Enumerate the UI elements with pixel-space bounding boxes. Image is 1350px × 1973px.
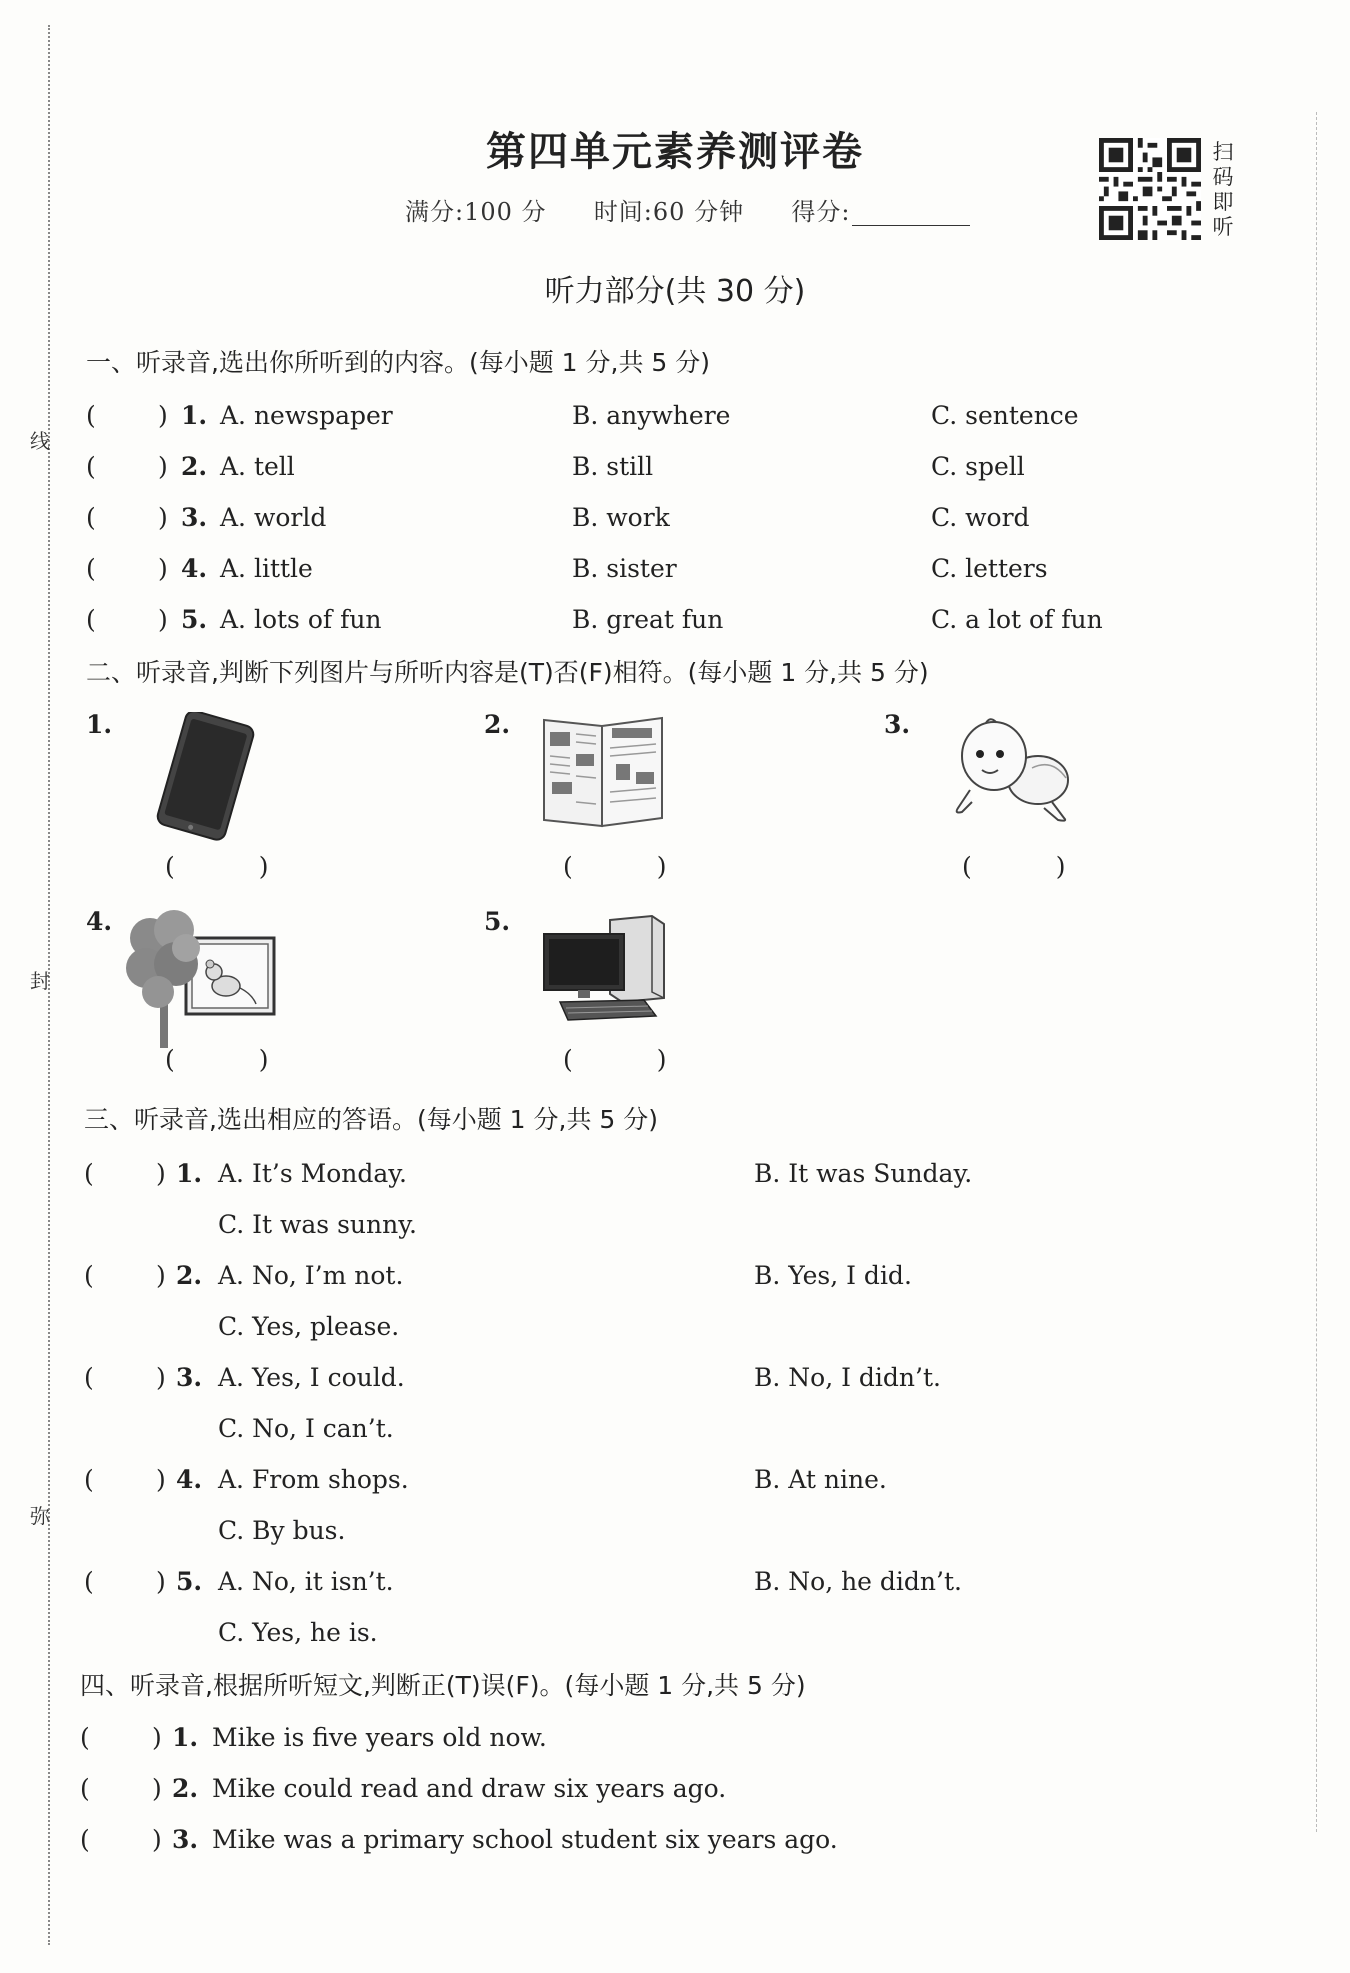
option-a: A. newspaper xyxy=(220,401,393,430)
answer-paren[interactable]: ( xyxy=(86,605,96,634)
picture-4-number: 4. xyxy=(86,907,113,936)
time-limit: 时间:60 分钟 xyxy=(593,198,745,226)
tablet-icon xyxy=(140,712,268,842)
option-b: B. sister xyxy=(572,554,677,583)
picture-3-answer[interactable]: ( ) xyxy=(962,852,1104,881)
answer-paren[interactable]: ( xyxy=(84,1363,94,1392)
s1-question-5: ( ) 5. A. lots of fun B. great fun C. a lot of fun xyxy=(86,602,1186,638)
statement: Mike could read and draw six years ago. xyxy=(212,1774,727,1803)
picture-2-number: 2. xyxy=(484,710,511,739)
section-1-heading: 一、听录音,选出你所听到的内容。(每小题 1 分,共 5 分) xyxy=(86,348,711,377)
option-a: A. little xyxy=(220,554,313,583)
option-b: B. work xyxy=(572,503,670,532)
part-title: 听力部分(共 30 分) xyxy=(544,274,806,309)
answer-paren[interactable]: ( xyxy=(86,401,96,430)
option-c: C. No, I can’t. xyxy=(218,1414,394,1443)
margin-mark-xian: 线 xyxy=(30,429,50,453)
option-b: B. At nine. xyxy=(754,1465,887,1494)
answer-paren[interactable]: ( xyxy=(84,1261,94,1290)
score-label: 得分: xyxy=(791,198,851,226)
option-b: B. Yes, I did. xyxy=(754,1261,912,1290)
s3-question-3: ( ) 3. A. Yes, I could. B. No, I didn’t. xyxy=(84,1360,1184,1396)
option-a: A. From shops. xyxy=(218,1465,409,1494)
s1-question-4: ( ) 4. A. little B. sister C. letters xyxy=(86,551,1186,587)
option-b: B. It was Sunday. xyxy=(754,1159,973,1188)
option-b: B. still xyxy=(572,452,654,481)
option-c: C. Yes, please. xyxy=(218,1312,400,1341)
picture-1-answer[interactable]: ( ) xyxy=(165,852,307,881)
answer-paren[interactable]: ( xyxy=(84,1465,94,1494)
section-2-heading: 二、听录音,判断下列图片与所听内容是(T)否(F)相符。(每小题 1 分,共 5 分) xyxy=(86,658,929,687)
picture-4-answer[interactable]: ( ) xyxy=(165,1045,307,1074)
right-guide-line xyxy=(1316,112,1317,1832)
s3-question-1: ( ) 1. A. It’s Monday. B. It was Sunday. xyxy=(84,1156,1184,1192)
option-c: C. a lot of fun xyxy=(931,605,1103,634)
s4-question-1: ( ) 1. Mike is five years old now. xyxy=(80,1720,1180,1756)
option-c: C. spell xyxy=(931,452,1025,481)
baby-icon xyxy=(942,708,1078,828)
s1-question-2: ( ) 2. A. tell B. still C. spell xyxy=(86,449,1186,485)
s3-question-2: ( ) 2. A. No, I’m not. B. Yes, I did. xyxy=(84,1258,1184,1294)
option-a: A. It’s Monday. xyxy=(218,1159,408,1188)
s4-question-2: ( ) 2. Mike could read and draw six years ago. xyxy=(80,1771,1180,1807)
option-a: A. world xyxy=(220,503,327,532)
picture-5-number: 5. xyxy=(484,907,511,936)
qr-code-icon[interactable] xyxy=(1097,138,1203,240)
s4-question-3: ( ) 3. Mike was a primary school student six years ago. xyxy=(80,1822,1180,1858)
option-c: C. It was sunny. xyxy=(218,1210,417,1239)
picture-1-number: 1. xyxy=(86,710,113,739)
page-title: 第四单元素养测评卷 xyxy=(486,128,864,175)
option-b: B. great fun xyxy=(572,605,724,634)
margin-mark-feng: 封 xyxy=(30,969,50,993)
option-a: A. No, I’m not. xyxy=(218,1261,404,1290)
s1-question-3: ( ) 3. A. world B. work C. word xyxy=(86,500,1186,536)
newspaper-icon xyxy=(540,712,668,832)
answer-paren[interactable]: ( xyxy=(84,1567,94,1596)
statement: Mike was a primary school student six years ago. xyxy=(212,1825,838,1854)
option-a: A. tell xyxy=(220,452,295,481)
answer-paren[interactable]: ( xyxy=(80,1774,90,1803)
option-c: C. letters xyxy=(931,554,1048,583)
exam-info xyxy=(405,192,970,227)
answer-paren[interactable]: ( xyxy=(84,1159,94,1188)
option-c: C. word xyxy=(931,503,1030,532)
margin-mark-mi: 弥 xyxy=(30,1504,50,1528)
picture-5-answer[interactable]: ( ) xyxy=(563,1045,705,1074)
answer-paren[interactable]: ( xyxy=(86,554,96,583)
statement: Mike is five years old now. xyxy=(212,1723,547,1752)
option-a: A. No, it isn’t. xyxy=(218,1567,394,1596)
section-3-heading: 三、听录音,选出相应的答语。(每小题 1 分,共 5 分) xyxy=(84,1105,659,1134)
section-4-heading: 四、听录音,根据所听短文,判断正(T)误(F)。(每小题 1 分,共 5 分) xyxy=(80,1671,806,1700)
full-score: 满分:100 分 xyxy=(405,198,547,226)
option-a: A. lots of fun xyxy=(220,605,382,634)
s1-question-1: ( ) 1. A. newspaper B. anywhere C. sentence xyxy=(86,398,1186,434)
answer-paren[interactable]: ( xyxy=(86,452,96,481)
answer-paren[interactable]: ( xyxy=(80,1825,90,1854)
s3-question-4: ( ) 4. A. From shops. B. At nine. xyxy=(84,1462,1184,1498)
picture-2-answer[interactable]: ( ) xyxy=(563,852,705,881)
option-a: A. Yes, I could. xyxy=(218,1363,405,1392)
option-b: B. anywhere xyxy=(572,401,731,430)
option-b: B. No, I didn’t. xyxy=(754,1363,941,1392)
tree-window-mouse-icon xyxy=(126,908,282,1050)
answer-paren[interactable]: ( xyxy=(80,1723,90,1752)
computer-icon xyxy=(540,912,670,1030)
option-c: C. By bus. xyxy=(218,1516,346,1545)
option-b: B. No, he didn’t. xyxy=(754,1567,962,1596)
qr-caption: 扫 码 即 听 xyxy=(1212,140,1234,239)
score-blank[interactable] xyxy=(852,203,970,226)
answer-paren[interactable]: ( xyxy=(86,503,96,532)
option-c: C. Yes, he is. xyxy=(218,1618,378,1647)
s3-question-5: ( ) 5. A. No, it isn’t. B. No, he didn’t. xyxy=(84,1564,1184,1600)
picture-3-number: 3. xyxy=(884,710,911,739)
option-c: C. sentence xyxy=(931,401,1079,430)
